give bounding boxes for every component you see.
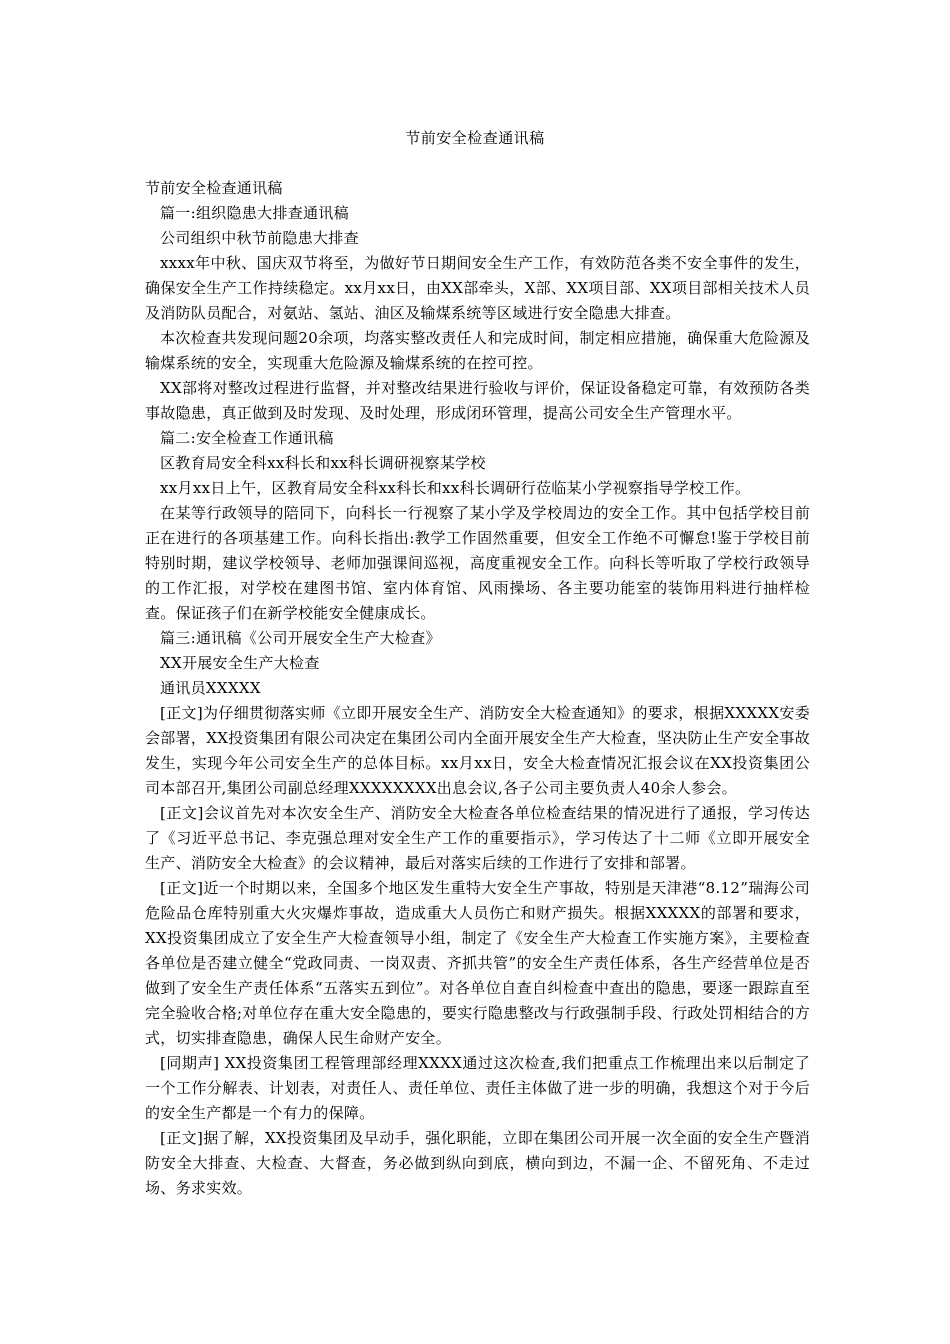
section-heading-1: 篇一:组织隐患大排查通讯稿 (160, 204, 349, 222)
paragraph: 本次检查共发现问题20余项，均落实整改责任人和完成时间，制定相应措施，确保重大危险源及输煤系统的安全，实现重大危险源及输煤系统的在控可控。 (145, 329, 810, 372)
byline: 通讯员XXXXX (160, 679, 261, 697)
section-heading-2: 篇二:安全检查工作通讯稿 (160, 429, 334, 447)
paragraph: [正文]会议首先对本次安全生产、消防安全大检查各单位检查结果的情况进行了通报，学习传达了《习近平总书记、李克强总理对安全生产工作的重要指示》，学习传达了十二师《立即开展安全生产、消防安全大检查》的会议精神，最后对落实后续的工作进行了安排和部署。 (145, 804, 810, 872)
body-heading: 节前安全检查通讯稿 (145, 179, 283, 197)
paragraph: [正文]据了解，XX投资集团及早动手，强化职能，立即在集团公司开展一次全面的安全生产暨消防安全大排查、大检查、大督查，务必做到纵向到底，横向到边，不漏一企、不留死角、不走过场、务求实效。 (145, 1129, 810, 1197)
article-headline-3: XX开展安全生产大检查 (160, 654, 320, 672)
section-heading-3: 篇三:通讯稿《公司开展安全生产大检查》 (160, 629, 441, 647)
article-headline-1: 公司组织中秋节前隐患大排查 (160, 229, 359, 247)
paragraph: 在某等行政领导的陪同下，向科长一行视察了某小学及学校周边的安全工作。其中包括学校目前正在进行的各项基建工作。向科长指出:教学工作固然重要，但安全工作绝不可懈怠!鉴于学校目前特别时期，建议学校领导、老师加强课间巡视，高度重视安全工作。向科长等听取了学校行政领导的工作汇报，对学校在建图书馆、室内体育馆、风雨操场、各主要功能室的装饰用料进行抽样检查。保证孩子们在新学校能安全健康成长。 (145, 504, 810, 622)
paragraph: XX部将对整改过程进行监督，并对整改结果进行验收与评价，保证设备稳定可靠，有效预防各类事故隐患，真正做到及时发现、及时处理，形成闭环管理，提高公司安全生产管理水平。 (145, 379, 810, 422)
paragraph: xxxx年中秋、国庆双节将至，为做好节日期间安全生产工作，有效防范各类不安全事件的发生，确保安全生产工作持续稳定。xx月xx日，由XX部牵头，X部、XX项目部、XX项目部相关技术人员及消防队员配合，对氨站、氢站、油区及输煤系统等区域进行安全隐患大排查。 (145, 254, 810, 322)
document-body (145, 176, 810, 1201)
paragraph: [正文]近一个时期以来，全国多个地区发生重特大安全生产事故，特别是天津港“8.12”瑞海公司危险品仓库特别重大火灾爆炸事故，造成重大人员伤亡和财产损失。根据XXXXX的部署和要求，XX投资集团成立了安全生产大检查领导小组，制定了《安全生产大检查工作实施方案》，主要检查各单位是否建立健全“党政同责、一岗双责、齐抓共管”的安全生产责任体系，各生产经营单位是否做到了安全生产责任体系“五落实五到位”。对各单位自查自纠检查中查出的隐患，要逐一跟踪直至完全验收合格;对单位存在重大安全隐患的，要实行隐患整改与行政强制手段、行政处罚相结合的方式，切实排查隐患，确保人民生命财产安全。 (145, 879, 810, 1047)
paragraph: [同期声] XX投资集团工程管理部经理XXXX通过这次检查,我们把重点工作梳理出来以后制定了一个工作分解表、计划表，对责任人、责任单位、责任主体做了进一步的明确，我想这个对于今后的安全生产都是一个有力的保障。 (145, 1054, 810, 1122)
article-headline-2: 区教育局安全科xx科长和xx科长调研视察某学校 (160, 454, 486, 472)
paragraph: xx月xx日上午，区教育局安全科xx科长和xx科长调研行莅临某小学视察指导学校工作。 (160, 479, 751, 497)
document-title: 节前安全检查通讯稿 (405, 129, 545, 147)
paragraph: [正文]为仔细贯彻落实师《立即开展安全生产、消防安全大检查通知》的要求，根据XXXXX安委会部署，XX投资集团有限公司决定在集团公司内全面开展安全生产大检查，坚决防止生产安全事故发生，实现今年公司安全生产的总体目标。xx月xx日，安全大检查情况汇报会议在XX投资集团公司本部召开,集团公司副总经理XXXXXXXX出息会议,各子公司主要负责人40余人参会。 (145, 704, 810, 797)
